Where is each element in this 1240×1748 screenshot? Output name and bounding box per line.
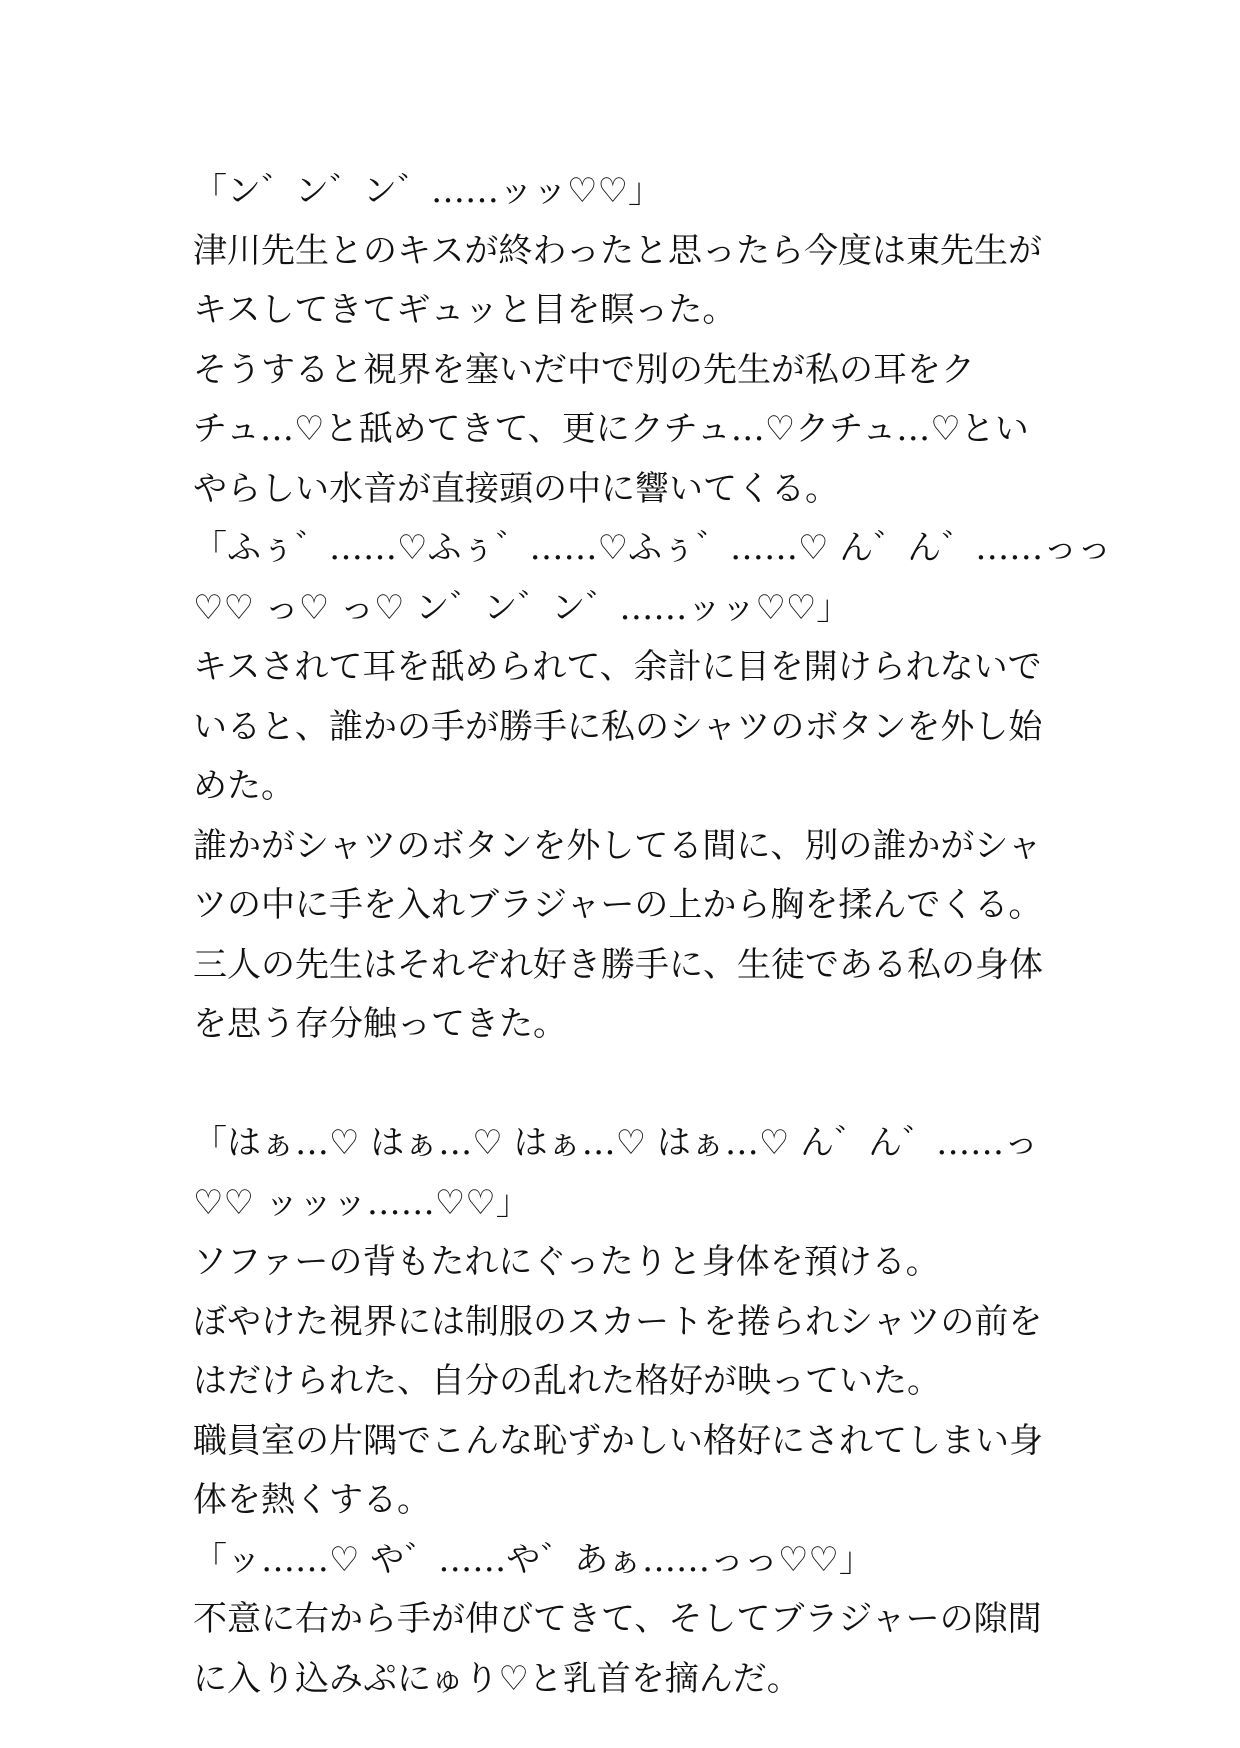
- body-text: [193, 162, 1112, 1709]
- text-line: そうすると視界を塞いだ中で別の先生が私の耳をク: [193, 349, 975, 390]
- text-line: 「ッ……♡ や゛……や゛あぁ……っっ♡♡」: [193, 1539, 873, 1580]
- text-line: はだけられた、自分の乱れた格好が映っていた。: [193, 1361, 941, 1401]
- text-line: いると、誰かの手が勝手に私のシャツのボタンを外し始: [193, 706, 1043, 747]
- text-line: 体を熱くする。: [193, 1480, 431, 1520]
- text-line: やらしい水音が直接頭の中に響いてくる。: [193, 468, 839, 509]
- text-line: キスされて耳を舐められて、余計に目を開けられないで: [193, 647, 1042, 687]
- text-line: 三人の先生はそれぞれ好き勝手に、生徒である私の身体: [193, 944, 1043, 985]
- text-line: 「はぁ…♡ はぁ…♡ はぁ…♡ はぁ…♡ ん゛ん゛……っ: [193, 1123, 1039, 1163]
- text-line: に入り込みぷにゅり♡と乳首を摘んだ。: [193, 1658, 801, 1699]
- text-line: めた。: [193, 766, 295, 806]
- text-line: ♡♡ っ♡ っ♡ ン゛ン゛ン゛……ッッ♡♡」: [193, 587, 851, 628]
- text-line: 誰かがシャツのボタンを外してる間に、別の誰かがシャ: [193, 825, 1042, 866]
- text-line: 職員室の片隅でこんな恥ずかしい格好にされてしまい身: [193, 1420, 1043, 1461]
- text-line: キスしてきてギュッと目を瞑った。: [193, 290, 737, 330]
- text-line: 不意に右から手が伸びてきて、そしてブラジャーの隙間: [193, 1599, 1042, 1639]
- text-line: チュ…♡と舐めてきて、更にクチュ…♡クチュ…♡とい: [193, 409, 1029, 449]
- text-line: ソファーの背もたれにぐったりと身体を預ける。: [193, 1242, 940, 1282]
- text-line: ぼやけた視界には制服のスカートを捲られシャツの前を: [193, 1301, 1043, 1342]
- text-line: ♡♡ ッッッ……♡♡」: [193, 1182, 530, 1223]
- text-line: 「ン゛ン゛ン゛……ッッ♡♡」: [193, 171, 662, 211]
- blank-line: [193, 1055, 1073, 1115]
- text-line: 津川先生とのキスが終わったと思ったら今度は東先生が: [193, 230, 1042, 271]
- text-line: を思う存分触ってきた。: [193, 1004, 567, 1044]
- text-line: ツの中に手を入れブラジャーの上から胸を揉んでくる。: [193, 885, 1043, 925]
- text-line: 「ふぅ゛……♡ふぅ゛……♡ふぅ゛……♡ ん゛ん゛……っっ: [193, 528, 1112, 568]
